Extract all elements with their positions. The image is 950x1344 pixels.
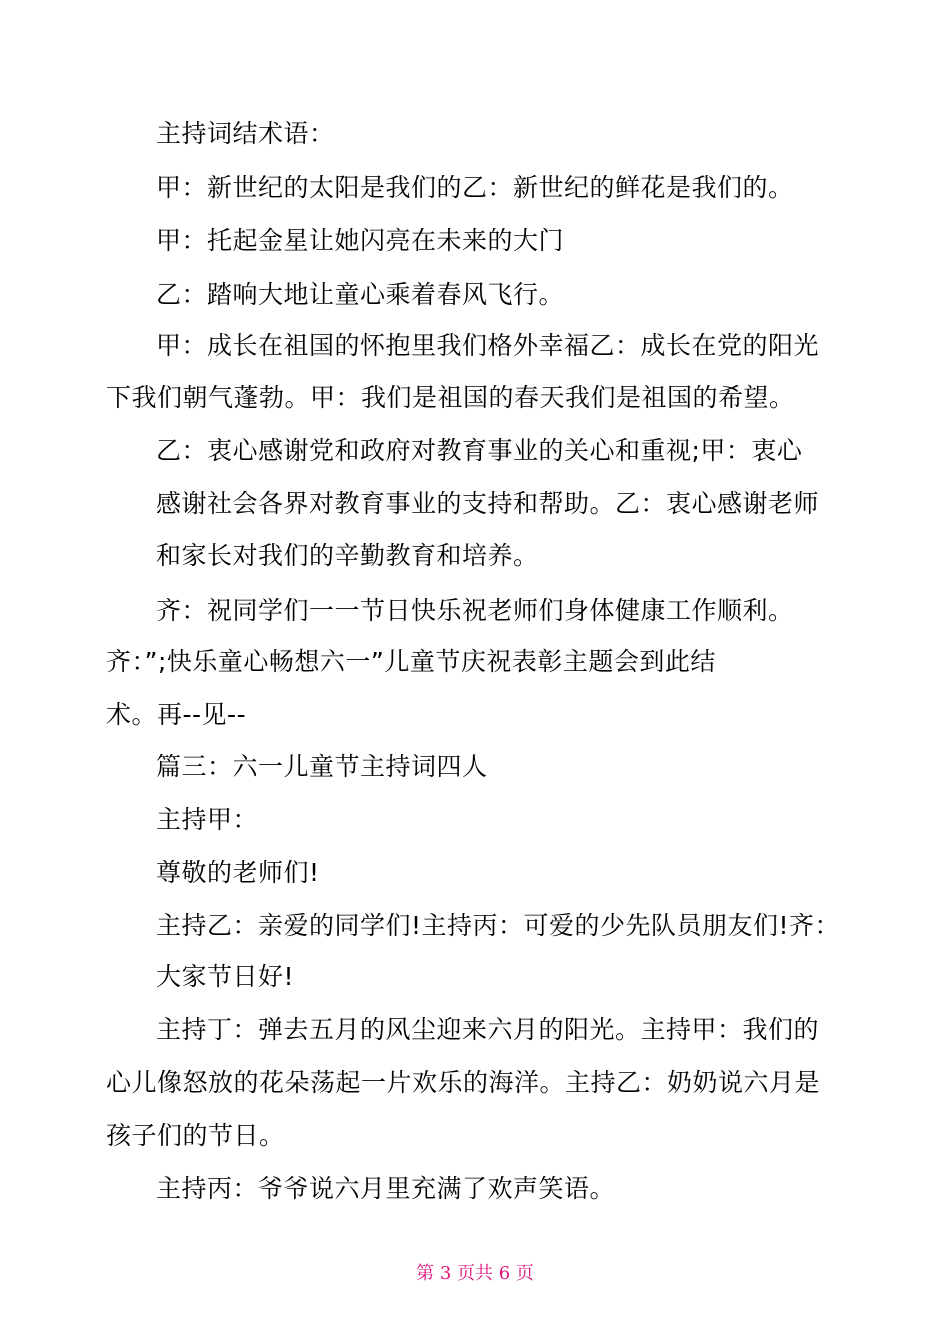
text-line: 孩子们的节日。 xyxy=(106,1121,285,1150)
section-heading: 篇三：六一儿童节主持词四人 xyxy=(156,752,488,781)
text-line: 下我们朝气蓬勃。甲：我们是祖国的春天我们是祖国的希望。 xyxy=(106,383,795,412)
text-line: 大家节日好! xyxy=(156,962,295,991)
text-line: 心儿像怒放的花朵荡起一片欢乐的海洋。主持乙：奶奶说六月是 xyxy=(106,1068,821,1097)
text-line: 齐：”;快乐童心畅想六一”儿童节庆祝表彰主题会到此结 xyxy=(106,647,716,676)
text-line: 主持丙：爷爷说六月里充满了欢声笑语。 xyxy=(156,1174,616,1203)
text-line: 术。再--见-- xyxy=(106,700,247,729)
text-line: 乙：衷心感谢党和政府对教育事业的关心和重视;甲：衷心 xyxy=(156,436,803,465)
text-line: 甲：成长在祖国的怀抱里我们格外幸福乙：成长在党的阳光 xyxy=(156,331,820,360)
text-line: 和家长对我们的辛勤教育和培养。 xyxy=(156,541,539,570)
text-line: 主持词结术语： xyxy=(156,119,335,148)
text-line: 齐：祝同学们一一节日快乐祝老师们身体健康工作顺利。 xyxy=(156,596,794,625)
text-line: 主持乙：亲爱的同学们!主持丙：可爱的少先队员朋友们!齐： xyxy=(156,911,841,940)
text-line: 乙：踏响大地让童心乘着春风飞行。 xyxy=(156,280,565,309)
text-line: 甲：新世纪的太阳是我们的乙：新世纪的鲜花是我们的。 xyxy=(156,173,794,202)
text-line: 尊敬的老师们! xyxy=(156,858,320,887)
text-line: 主持甲： xyxy=(156,805,259,834)
text-line: 主持丁：弹去五月的风尘迎来六月的阳光。主持甲：我们的 xyxy=(156,1015,820,1044)
text-line: 感谢社会各界对教育事业的支持和帮助。乙：衷心感谢老师 xyxy=(156,489,820,518)
text-line: 甲：托起金星让她闪亮在未来的大门 xyxy=(156,226,565,255)
page-number: 第 3 页共 6 页 xyxy=(416,1263,534,1284)
